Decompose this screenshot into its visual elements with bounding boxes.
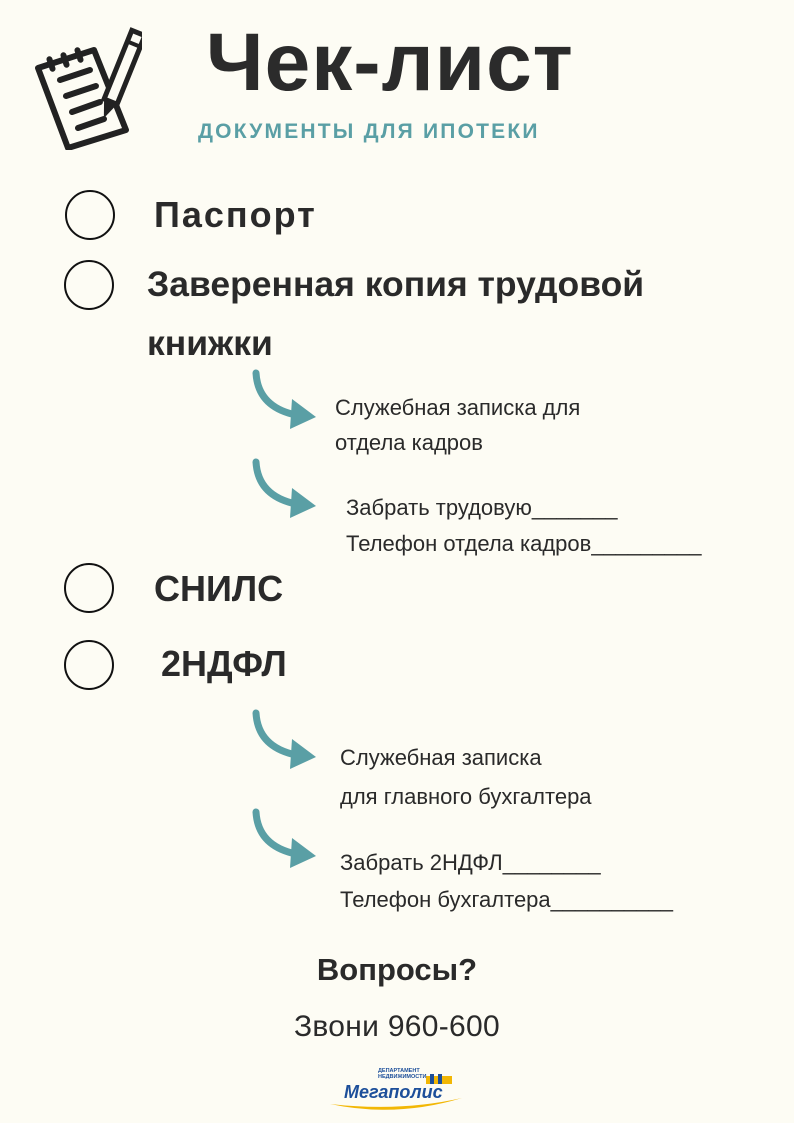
call-text: Звони 960-600	[293, 1010, 501, 1043]
item-passport: Паспорт	[154, 194, 317, 235]
logo-text: Мегаполис	[344, 1082, 443, 1102]
item-workbook-line2: книжки	[147, 323, 273, 363]
arrow-right-icon	[248, 808, 318, 876]
arrow-right-icon	[248, 709, 318, 777]
item-ndfl: 2НДФЛ	[161, 643, 287, 684]
arrow-right-icon	[248, 458, 318, 526]
workbook-sub2-line2: Телефон отдела кадров_________	[346, 531, 702, 556]
ndfl-sub2-line1: Забрать 2НДФЛ________	[340, 850, 601, 875]
checkbox-snils[interactable]	[64, 563, 114, 613]
page-title: Чек-лист	[206, 17, 574, 108]
item-snils: СНИЛС	[154, 568, 284, 609]
workbook-sub1-line1: Служебная записка для	[335, 395, 581, 420]
ndfl-sub1-line2: для главного бухгалтера	[340, 784, 592, 809]
item-workbook-line1: Заверенная копия трудовой	[147, 264, 645, 304]
checkbox-ndfl[interactable]	[64, 640, 114, 690]
workbook-sub2-line1: Забрать трудовую_______	[346, 495, 618, 520]
page-subtitle: ДОКУМЕНТЫ ДЛЯ ИПОТЕКИ	[198, 120, 540, 143]
questions-heading: Вопросы?	[316, 952, 478, 987]
company-logo	[326, 1068, 466, 1112]
logo-caption-line2: НЕДВИЖИМОСТИ	[378, 1074, 427, 1081]
arrow-right-icon	[248, 369, 318, 437]
ndfl-sub1-line1: Служебная записка	[340, 745, 542, 770]
notepad-pencil-icon	[30, 26, 142, 150]
workbook-sub1-line2: отдела кадров	[335, 430, 483, 455]
ndfl-sub2-line2: Телефон бухгалтера__________	[340, 887, 673, 912]
checkbox-passport[interactable]	[65, 190, 115, 240]
logo-caption-line1: ДЕПАРТАМЕНТ	[378, 1068, 420, 1074]
checkbox-workbook[interactable]	[64, 260, 114, 310]
